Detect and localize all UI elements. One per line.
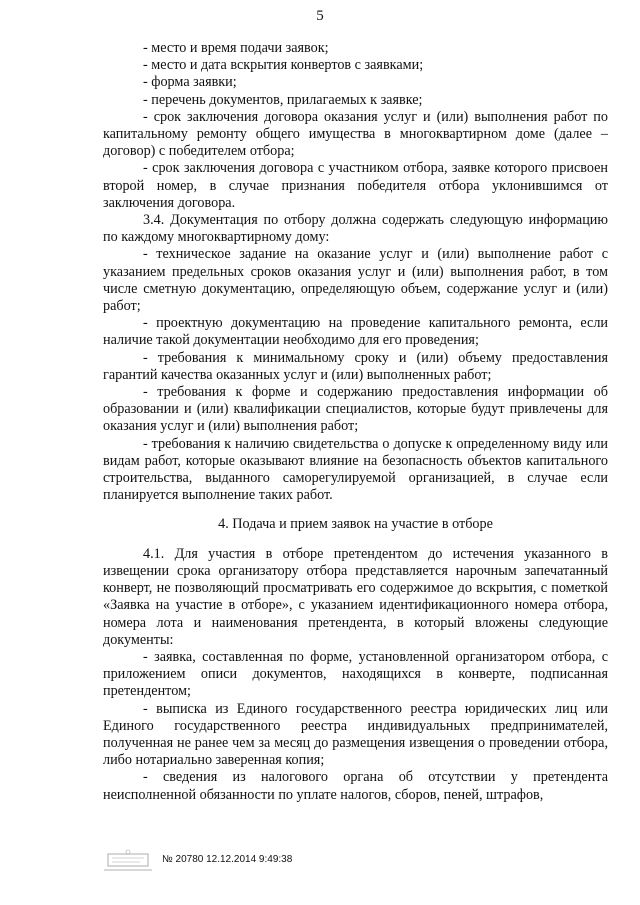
- list-item: - требования к наличию свидетельства о допуске к определенному виду или видам работ, которые оказывают влияние на безопасность объектов капитального строительства, выданного саморегулируемой организацией, в случае если планируется выполнение таких работ.: [103, 435, 608, 504]
- list-item: - перечень документов, прилагаемых к заявке;: [143, 91, 423, 108]
- list-item: - форма заявки;: [143, 74, 237, 91]
- list-item: - проектную документацию на проведение капитального ремонта, если наличие такой документации необходимо для его проведения;: [103, 315, 608, 349]
- document-registration-number: № 20780 12.12.2014 9:49:38: [162, 854, 293, 865]
- registry-stamp-icon: [100, 848, 156, 876]
- list-item: - требования к форме и содержанию предоставления информации об образовании и (или) квалификации специалистов, которые будут привлечены для оказания услуг и (или) выполнения работ;: [103, 384, 608, 435]
- list-item: - техническое задание на оказание услуг и (или) выполнение работ с указанием предельных сроков оказания услуг и (или) выполнения работ, в том числе сметную документацию, определяющую объем, содержание услуг и (или) работ;: [103, 246, 608, 315]
- list-item: - требования к минимальному сроку и (или) объему предоставления гарантий качества оказанных услуг и (или) выполненных работ;: [103, 349, 608, 383]
- clause-4-1: 4.1. Для участия в отборе претендентом до истечения указанного в извещении срока организатору отбора представляется нарочным запечатанный конверт, не позволяющий просматривать его содержимое до вскрытия, с пометкой «Заявка на участие в отборе», с указанием идентификационного номера отбора, номера лота и наименования претендента, в который вложены следующие документы:: [103, 545, 608, 648]
- document-body: [103, 40, 608, 804]
- page-number: 5: [316, 8, 324, 24]
- clause-3-4: 3.4. Документация по отбору должна содержать следующую информацию по каждому многоквартирному дому:: [103, 212, 608, 246]
- list-item: - срок заключения договора с участником отбора, заявке которого присвоен второй номер, в случае признания победителя отбора уклонившимся от заключения договора.: [103, 160, 608, 211]
- list-item: - срок заключения договора оказания услуг и (или) выполнения работ по капитальному ремонту общего имущества в многоквартирном доме (далее – договор) с победителем отбора;: [103, 108, 608, 160]
- list-item: - заявка, составленная по форме, установленной организатором отбора, с приложением описи документов, находящихся в конверте, подписанная претендентом;: [103, 648, 608, 700]
- footer: [100, 848, 620, 878]
- list-item: - место и дата вскрытия конвертов с заявками;: [143, 57, 424, 74]
- list-item: - сведения из налогового органа об отсутствии у претендента неисполненной обязанности по уплате налогов, сборов, пеней, штрафов,: [103, 769, 608, 803]
- list-item: - выписка из Единого государственного реестра юридических лиц или Единого государственного реестра индивидуальных предпринимателей, полученная не ранее чем за месяц до размещения извещения о проведении отбора, либо нотариально заверенная копия;: [103, 700, 608, 769]
- section-heading: 4. Подача и прием заявок на участие в отборе: [218, 516, 493, 533]
- list-item: - место и время подачи заявок;: [143, 40, 329, 56]
